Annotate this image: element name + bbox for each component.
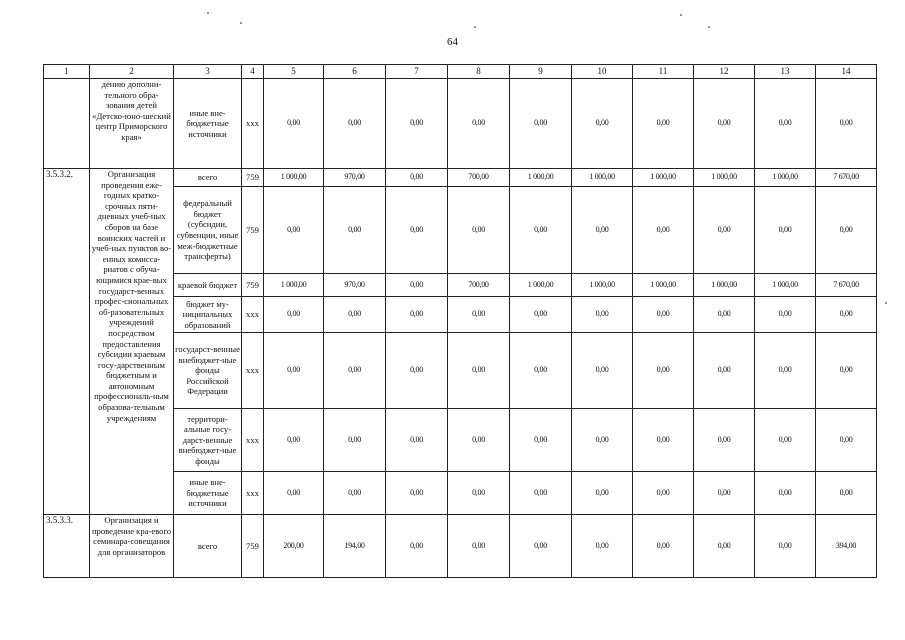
column-number: 11 bbox=[633, 65, 694, 79]
amount-cell: 0,00 bbox=[633, 297, 694, 333]
column-number: 12 bbox=[694, 65, 755, 79]
amount-cell: 0,00 bbox=[324, 79, 386, 169]
amount-cell: 0,00 bbox=[324, 333, 386, 409]
scan-speck bbox=[240, 22, 242, 24]
funding-source: всего bbox=[174, 169, 242, 187]
amount-cell: 970,00 bbox=[324, 169, 386, 187]
table-row bbox=[44, 79, 877, 169]
amount-cell: 0,00 bbox=[386, 409, 448, 472]
table-row bbox=[44, 515, 877, 578]
item-code: 3.5.3.3. bbox=[44, 515, 90, 578]
amount-cell: 0,00 bbox=[633, 187, 694, 274]
amount-cell: 0,00 bbox=[510, 409, 572, 472]
amount-cell: 0,00 bbox=[264, 187, 324, 274]
scan-speck bbox=[885, 302, 887, 304]
page-number: 64 bbox=[447, 36, 458, 48]
funding-source: территори-альные госу-дарст-венные внебюджет-ные фонды bbox=[174, 409, 242, 472]
item-code bbox=[44, 79, 90, 169]
amount-cell: 0,00 bbox=[633, 333, 694, 409]
amount-cell: 0,00 bbox=[324, 297, 386, 333]
column-number: 6 bbox=[324, 65, 386, 79]
amount-cell: 0,00 bbox=[755, 187, 816, 274]
item-name: дению дополни-тельного обра-зования детей «Детско-юно-шеский центр Приморского края» bbox=[90, 79, 174, 169]
amount-cell: 0,00 bbox=[816, 297, 877, 333]
column-number: 4 bbox=[242, 65, 264, 79]
column-number: 1 bbox=[44, 65, 90, 79]
amount-cell: 0,00 bbox=[816, 187, 877, 274]
amount-cell: 200,00 bbox=[264, 515, 324, 578]
funding-source: иные вне-бюджетные источники bbox=[174, 472, 242, 515]
amount-cell: 0,00 bbox=[386, 274, 448, 297]
table-row bbox=[44, 169, 877, 187]
amount-cell: 0,00 bbox=[264, 472, 324, 515]
amount-cell: 0,00 bbox=[324, 187, 386, 274]
amount-cell: 0,00 bbox=[510, 333, 572, 409]
amount-cell: 0,00 bbox=[448, 472, 510, 515]
budget-code: xxx bbox=[242, 333, 264, 409]
column-number: 5 bbox=[264, 65, 324, 79]
amount-cell: 0,00 bbox=[448, 297, 510, 333]
amount-cell: 0,00 bbox=[694, 515, 755, 578]
amount-cell: 1 000,00 bbox=[510, 169, 572, 187]
funding-source: федеральный бюджет (субсидии, субвенции, иные меж-бюджетные трансферты) bbox=[174, 187, 242, 274]
amount-cell: 0,00 bbox=[510, 297, 572, 333]
budget-code: xxx bbox=[242, 79, 264, 169]
amount-cell: 700,00 bbox=[448, 274, 510, 297]
funding-source: государст-венные внебюджет-ные фонды Российской Федерации bbox=[174, 333, 242, 409]
amount-cell: 194,00 bbox=[324, 515, 386, 578]
amount-cell: 0,00 bbox=[755, 297, 816, 333]
amount-cell: 0,00 bbox=[572, 409, 633, 472]
amount-cell: 0,00 bbox=[755, 333, 816, 409]
amount-cell: 0,00 bbox=[448, 333, 510, 409]
column-number-row bbox=[44, 65, 877, 79]
amount-cell: 394,00 bbox=[816, 515, 877, 578]
amount-cell: 0,00 bbox=[510, 515, 572, 578]
amount-cell: 0,00 bbox=[694, 187, 755, 274]
column-number: 10 bbox=[572, 65, 633, 79]
amount-cell: 0,00 bbox=[448, 79, 510, 169]
amount-cell: 0,00 bbox=[510, 472, 572, 515]
budget-code: xxx bbox=[242, 297, 264, 333]
column-number: 9 bbox=[510, 65, 572, 79]
amount-cell: 0,00 bbox=[694, 79, 755, 169]
budget-code: 759 bbox=[242, 515, 264, 578]
amount-cell: 1 000,00 bbox=[510, 274, 572, 297]
scan-speck bbox=[207, 12, 209, 14]
amount-cell: 1 000,00 bbox=[264, 274, 324, 297]
budget-code: 759 bbox=[242, 274, 264, 297]
amount-cell: 0,00 bbox=[264, 333, 324, 409]
amount-cell: 0,00 bbox=[386, 333, 448, 409]
column-number: 14 bbox=[816, 65, 877, 79]
amount-cell: 1 000,00 bbox=[264, 169, 324, 187]
amount-cell: 0,00 bbox=[386, 169, 448, 187]
amount-cell: 0,00 bbox=[510, 79, 572, 169]
funding-source: краевой бюджет bbox=[174, 274, 242, 297]
amount-cell: 0,00 bbox=[324, 472, 386, 515]
amount-cell: 0,00 bbox=[572, 515, 633, 578]
amount-cell: 0,00 bbox=[694, 333, 755, 409]
amount-cell: 700,00 bbox=[448, 169, 510, 187]
amount-cell: 0,00 bbox=[694, 297, 755, 333]
amount-cell: 1 000,00 bbox=[633, 169, 694, 187]
amount-cell: 1 000,00 bbox=[694, 274, 755, 297]
amount-cell: 0,00 bbox=[755, 472, 816, 515]
budget-code: 759 bbox=[242, 169, 264, 187]
amount-cell: 0,00 bbox=[572, 472, 633, 515]
scan-speck bbox=[474, 26, 476, 28]
amount-cell: 0,00 bbox=[816, 472, 877, 515]
funding-source: бюджет му-ниципальных образований bbox=[174, 297, 242, 333]
amount-cell: 0,00 bbox=[386, 472, 448, 515]
amount-cell: 1 000,00 bbox=[633, 274, 694, 297]
scan-speck bbox=[680, 14, 682, 16]
budget-code: xxx bbox=[242, 472, 264, 515]
amount-cell: 0,00 bbox=[755, 79, 816, 169]
amount-cell: 7 670,00 bbox=[816, 169, 877, 187]
amount-cell: 0,00 bbox=[572, 187, 633, 274]
item-name: Организация проведения еже-годных кратко-срочных пяти-дневных учеб-ных сборов на базе воинских частей и учеб-ных пунктов во-енных комисса-риатов с обуча-ющимися крае-вых государст-венных профес-сиональных об-разовательных учреждений посредством предоставления субсидии краевым госу-дарственным бюджетным и автономным профессиональ-ным образова-тельным учреждениям bbox=[90, 169, 174, 515]
amount-cell: 0,00 bbox=[510, 187, 572, 274]
budget-code: xxx bbox=[242, 409, 264, 472]
amount-cell: 0,00 bbox=[694, 472, 755, 515]
amount-cell: 0,00 bbox=[755, 409, 816, 472]
column-number: 3 bbox=[174, 65, 242, 79]
amount-cell: 0,00 bbox=[448, 187, 510, 274]
amount-cell: 0,00 bbox=[633, 472, 694, 515]
amount-cell: 0,00 bbox=[755, 515, 816, 578]
amount-cell: 0,00 bbox=[572, 333, 633, 409]
scan-speck bbox=[708, 26, 710, 28]
amount-cell: 970,00 bbox=[324, 274, 386, 297]
column-number: 7 bbox=[386, 65, 448, 79]
amount-cell: 0,00 bbox=[386, 515, 448, 578]
funding-source: иные вне-бюджетные источники bbox=[174, 79, 242, 169]
amount-cell: 1 000,00 bbox=[572, 169, 633, 187]
funding-source: всего bbox=[174, 515, 242, 578]
amount-cell: 0,00 bbox=[633, 79, 694, 169]
amount-cell: 0,00 bbox=[386, 297, 448, 333]
item-code: 3.5.3.2. bbox=[44, 169, 90, 515]
amount-cell: 0,00 bbox=[386, 79, 448, 169]
amount-cell: 0,00 bbox=[816, 409, 877, 472]
amount-cell: 0,00 bbox=[448, 515, 510, 578]
amount-cell: 0,00 bbox=[264, 79, 324, 169]
budget-code: 759 bbox=[242, 187, 264, 274]
amount-cell: 0,00 bbox=[572, 297, 633, 333]
amount-cell: 0,00 bbox=[694, 409, 755, 472]
amount-cell: 1 000,00 bbox=[694, 169, 755, 187]
amount-cell: 0,00 bbox=[264, 409, 324, 472]
amount-cell: 0,00 bbox=[448, 409, 510, 472]
amount-cell: 0,00 bbox=[386, 187, 448, 274]
amount-cell: 0,00 bbox=[264, 297, 324, 333]
amount-cell: 1 000,00 bbox=[755, 274, 816, 297]
amount-cell: 0,00 bbox=[816, 333, 877, 409]
amount-cell: 1 000,00 bbox=[572, 274, 633, 297]
amount-cell: 0,00 bbox=[324, 409, 386, 472]
amount-cell: 1 000,00 bbox=[755, 169, 816, 187]
amount-cell: 7 670,00 bbox=[816, 274, 877, 297]
amount-cell: 0,00 bbox=[633, 515, 694, 578]
amount-cell: 0,00 bbox=[572, 79, 633, 169]
column-number: 2 bbox=[90, 65, 174, 79]
budget-table bbox=[43, 64, 877, 578]
amount-cell: 0,00 bbox=[633, 409, 694, 472]
column-number: 8 bbox=[448, 65, 510, 79]
column-number: 13 bbox=[755, 65, 816, 79]
item-name: Организация и проведение кра-евого семинара-совещания для организаторов bbox=[90, 515, 174, 578]
amount-cell: 0,00 bbox=[816, 79, 877, 169]
